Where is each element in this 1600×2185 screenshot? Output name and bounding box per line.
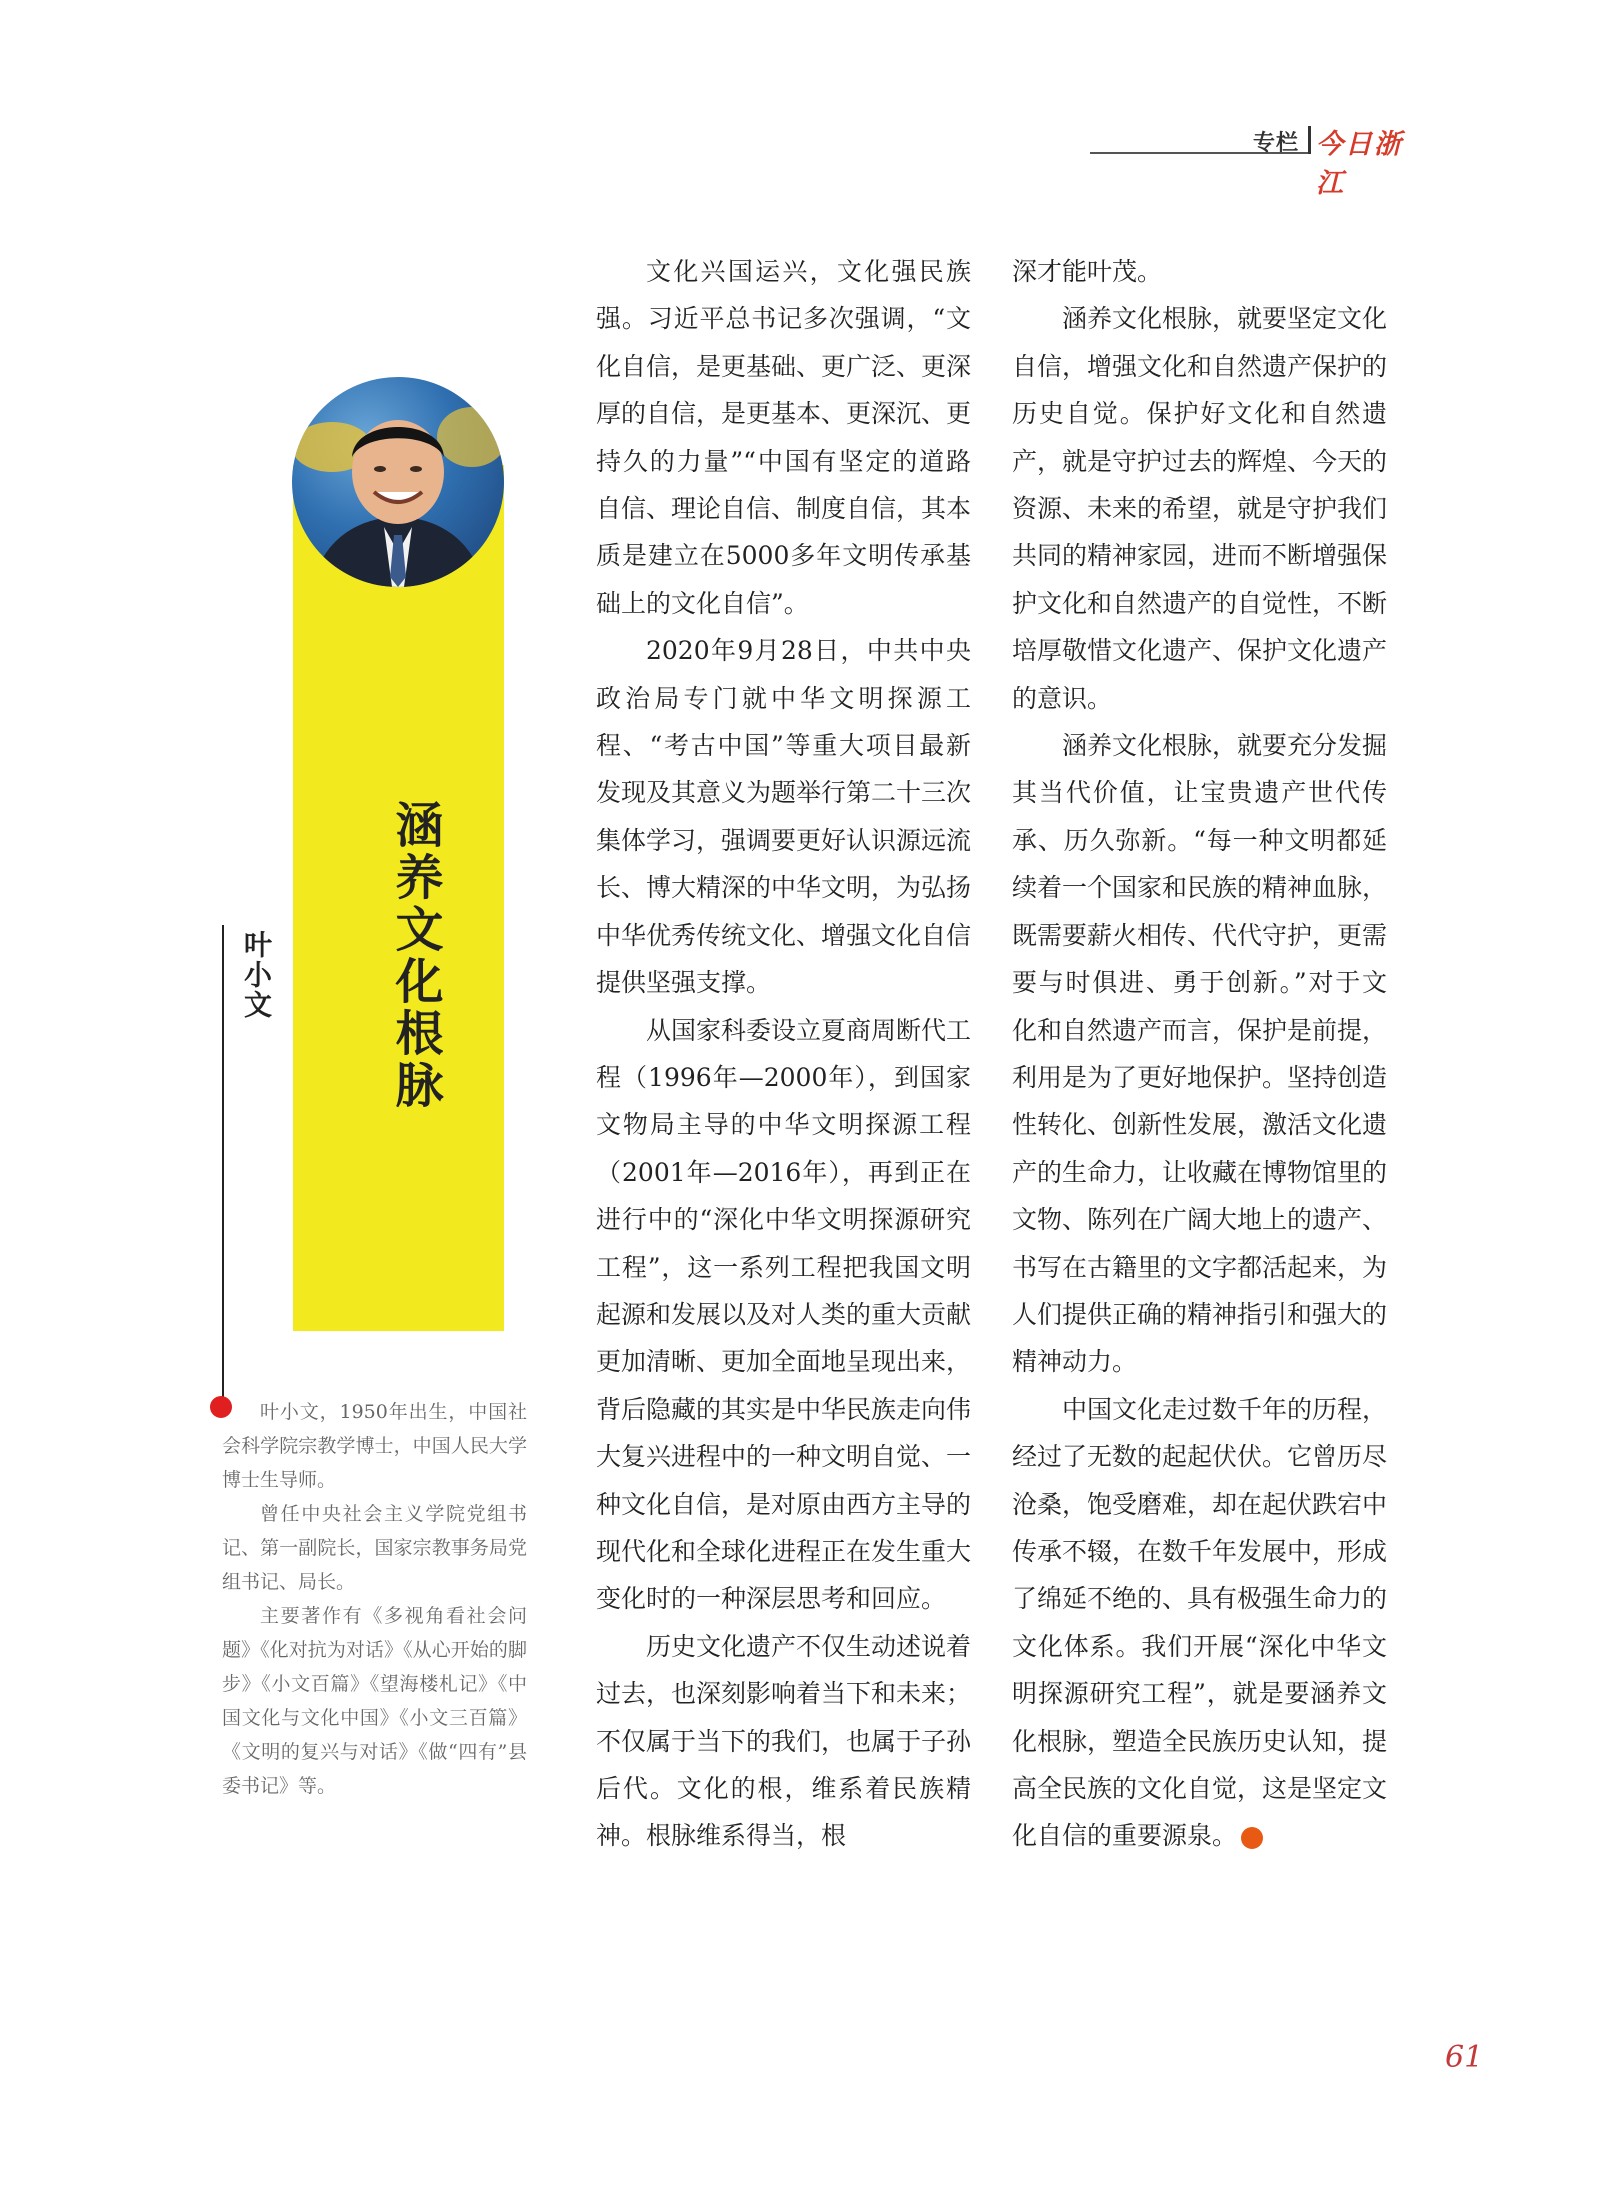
magazine-name: 今日浙江 xyxy=(1316,129,1403,199)
author-portrait xyxy=(292,377,504,587)
page-number: 61 xyxy=(1445,2040,1484,2075)
body-paragraph: 从国家科委设立夏商周断代工程（1996年—2000年），到国家文物局主导的中华文明探源工程（2001年—2016年），再到正在进行中的“深化中华文明探源研究工程”，这一系列工程把我国文明起源和发展以及对人类的重大贡献更加清晰、更加全面地呈现出来，背后隐藏的其实是中华民族走向伟大复兴进程中的一种文明自觉、一种文化自信，是对原由西方主导的现代化和全球化进程正在发生重大变化时的一种深层思考和回应。 xyxy=(596,1015,972,1614)
body-column-right xyxy=(1012,248,1387,1860)
portrait-illustration xyxy=(292,377,504,587)
author-rule xyxy=(222,925,224,1405)
author-name: 叶小文 xyxy=(240,930,273,1020)
body-paragraph-last xyxy=(1012,1386,1387,1860)
end-mark-icon xyxy=(1241,1827,1263,1849)
body-paragraph: 涵养文化根脉，就要充分发掘其当代价值，让宝贵遗产世代传承、历久弥新。“每一种文明都延续着一个国家和民族的精神血脉，既需要薪火相传、代代守护，更需要与时俱进、勇于创新。”对于文化和自然遗产而言，保护是前提，利用是为了更好地保护。坚持创造性转化、创新性发展，激活文化遗产的生命力，让收藏在博物馆里的文物、陈列在广阔大地上的遗产、书写在古籍里的文字都活起来，为人们提供正确的精神指引和强大的精神动力。 xyxy=(1012,731,1388,1377)
body-paragraph-continuation: 深才能叶茂。 xyxy=(1012,257,1163,286)
header-separator xyxy=(1308,126,1311,154)
author-bio xyxy=(222,1395,527,1803)
bio-paragraph: 主要著作有《多视角看社会问题》《化对抗为对话》《从心开始的脚步》《小文百篇》《望海楼札记》《中国文化与文化中国》《小文三百篇》《文明的复兴与对话》《做“四有”县委书记》等。 xyxy=(222,1605,527,1797)
body-paragraph: 历史文化遗产不仅生动述说着过去，也深刻影响着当下和未来；不仅属于当下的我们，也属于子孙后代。文化的根，维系着民族精神。根脉维系得当，根 xyxy=(596,1631,972,1851)
column-label: 专栏 xyxy=(1253,131,1300,156)
body-paragraph: 文化兴国运兴，文化强民族强。习近平总书记多次强调，“文化自信，是更基础、更广泛、更深厚的自信，是更基本、更深沉、更持久的力量”“中国有坚定的道路自信、理论自信、制度自信，其本质是建立在5000多年文明传承基础上的文化自信”。 xyxy=(596,257,972,618)
last-paragraph-text: 中国文化走过数千年的历程，经过了无数的起起伏伏。它曾历尽沧桑，饱受磨难，却在起伏跌宕中传承不辍，在数千年发展中，形成了绵延不绝的、具有极强生命力的文化体系。我们开展“深化中华文明探源研究工程”，就是要涵养文化根脉，塑造全民族历史认知，提高全民族的文化自觉，这是坚定文化自信的重要源泉。 xyxy=(1012,1394,1388,1851)
article-title: 涵养文化根脉 xyxy=(387,800,443,1112)
body-paragraph: 2020年9月28日，中共中央政治局专门就中华文明探源工程、“考古中国”等重大项目最新发现及其意义为题举行第二十三次集体学习，强调要更好认识源远流长、博大精深的中华文明，为弘扬中华优秀传统文化、增强文化自信提供坚强支撑。 xyxy=(596,636,972,998)
bio-paragraph: 叶小文，1950年出生，中国社会科学院宗教学博士，中国人民大学博士生导师。 xyxy=(222,1401,527,1491)
page-header xyxy=(1090,122,1430,199)
bio-paragraph: 曾任中央社会主义学院党组书记、第一副院长，国家宗教事务局党组书记、局长。 xyxy=(222,1503,527,1593)
body-paragraph: 涵养文化根脉，就要坚定文化自信，增强文化和自然遗产保护的历史自觉。保护好文化和自然遗产，就是守护过去的辉煌、今天的资源、未来的希望，就是守护我们共同的精神家园，进而不断增强保护文化和自然遗产的自觉性，不断培厚敬惜文化遗产、保护文化遗产的意识。 xyxy=(1012,304,1388,713)
body-column-left xyxy=(596,248,971,1860)
